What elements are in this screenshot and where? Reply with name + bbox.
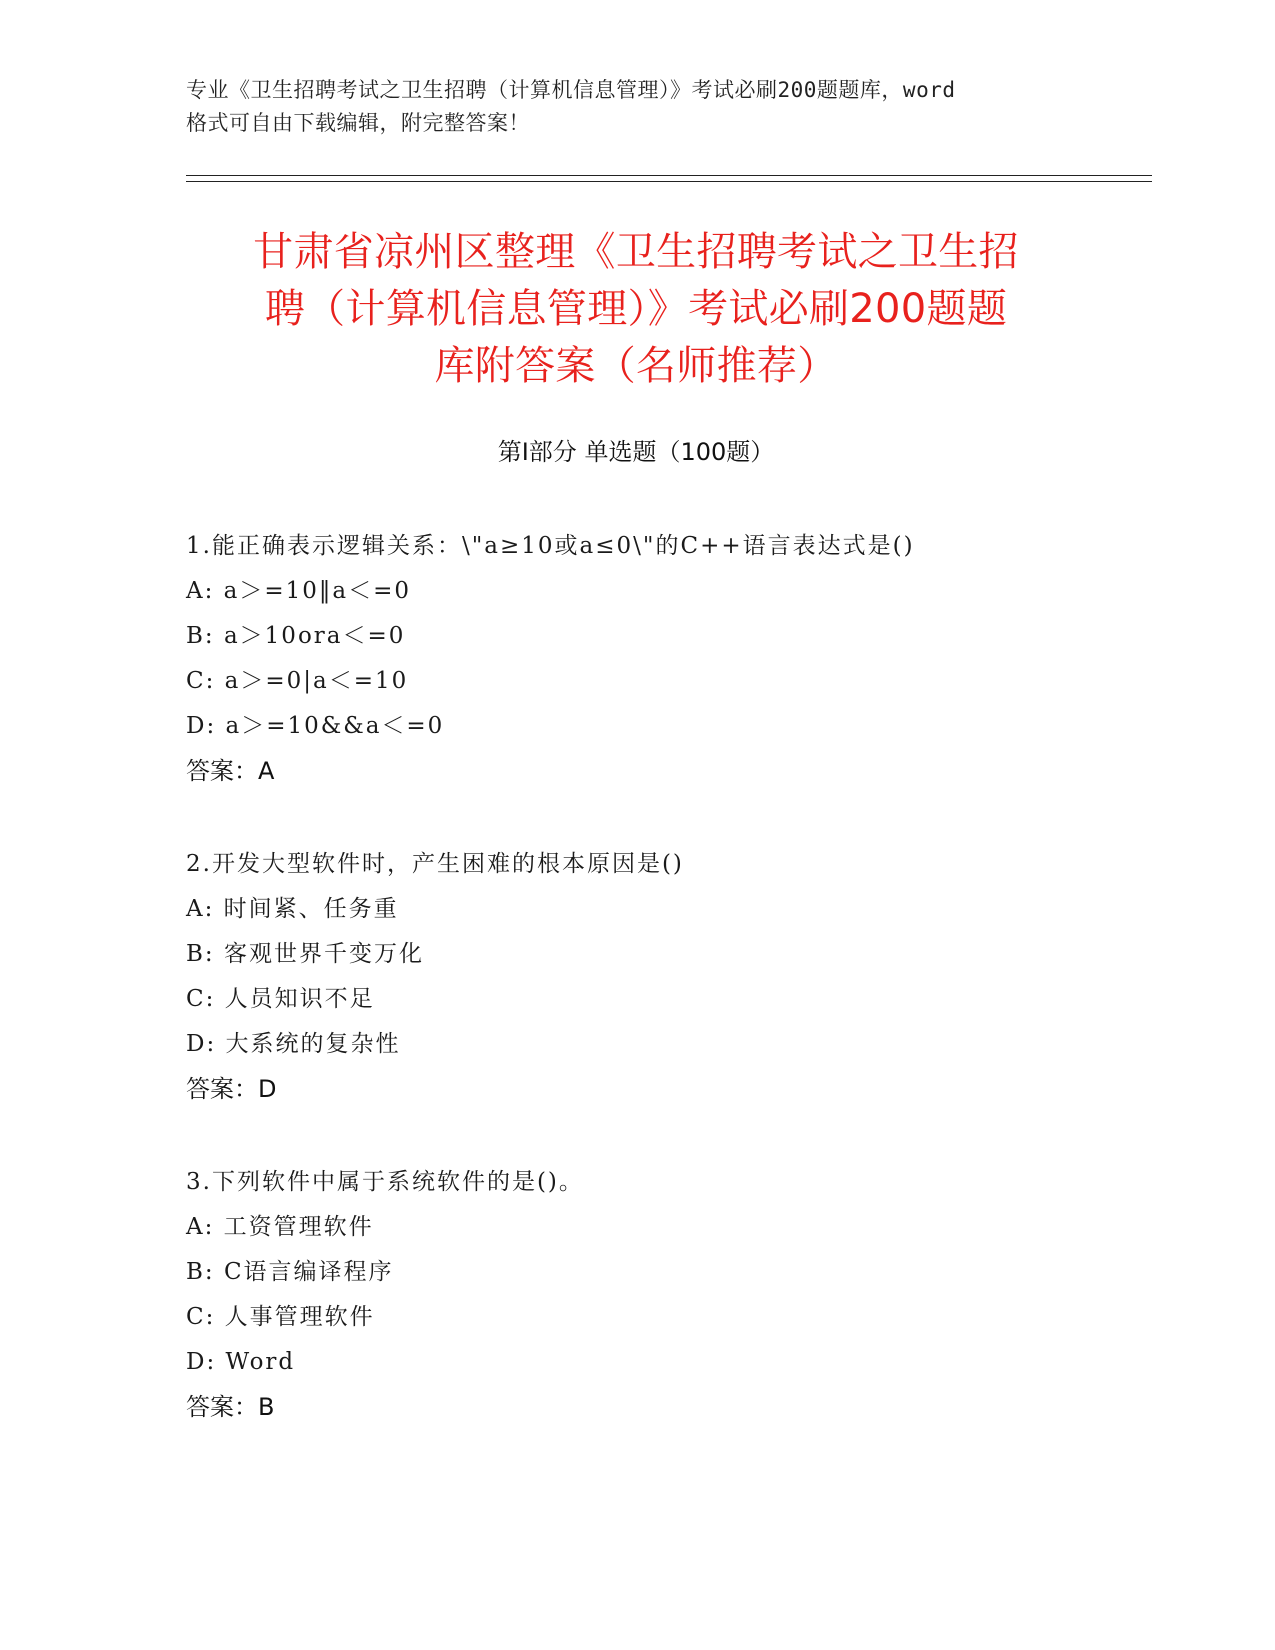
- option-a: A: 工资管理软件: [186, 1214, 374, 1240]
- option-b: B: C语言编译程序: [186, 1259, 394, 1285]
- option-b: B: a＞10ora＜=0: [186, 623, 406, 649]
- option-a: A: a＞=10‖a＜=0: [186, 578, 412, 604]
- answer-line: 答案：A: [186, 757, 275, 785]
- document-title-line-2: 聘（计算机信息管理）》考试必刷200题题: [264, 286, 1008, 332]
- question-stem: 2.开发大型软件时，产生困难的根本原因是(): [186, 851, 684, 877]
- header-note-line-1: 专业《卫生招聘考试之卫生招聘（计算机信息管理）》考试必刷200题题库，word: [186, 78, 956, 102]
- answer-line: 答案：B: [186, 1393, 275, 1421]
- question-block: [186, 1160, 1146, 1430]
- answer-line: 答案：D: [186, 1075, 277, 1103]
- header-divider-top: [186, 175, 1152, 176]
- option-c: C: a＞=0|a＜=10: [186, 668, 409, 694]
- header-divider-bottom: [186, 181, 1152, 182]
- question-stem: 1.能正确表示逻辑关系：\"a≥10或a≤0\"的C++语言表达式是(): [186, 533, 915, 559]
- option-b: B: 客观世界千变万化: [186, 941, 424, 967]
- header-note-line-2: 格式可自由下载编辑，附完整答案！: [186, 111, 530, 135]
- section-heading: 第I部分 单选题（100题）: [497, 438, 775, 466]
- question-block: [186, 842, 1146, 1112]
- document-title-line-1: 甘肃省凉州区整理《卫生招聘考试之卫生招: [253, 229, 1019, 275]
- option-c: C: 人事管理软件: [186, 1304, 375, 1330]
- question-block: [186, 524, 1146, 794]
- option-a: A: 时间紧、任务重: [186, 896, 399, 922]
- option-d: D: Word: [186, 1349, 296, 1375]
- document-title-line-3: 库附答案（名师推荐）: [434, 343, 838, 389]
- question-stem: 3.下列软件中属于系统软件的是()。: [186, 1169, 584, 1195]
- option-d: D: a＞=10&&a＜=0: [186, 713, 445, 739]
- option-d: D: 大系统的复杂性: [186, 1031, 401, 1057]
- option-c: C: 人员知识不足: [186, 986, 375, 1012]
- document-title: [186, 224, 1086, 395]
- header-note: [186, 74, 1086, 140]
